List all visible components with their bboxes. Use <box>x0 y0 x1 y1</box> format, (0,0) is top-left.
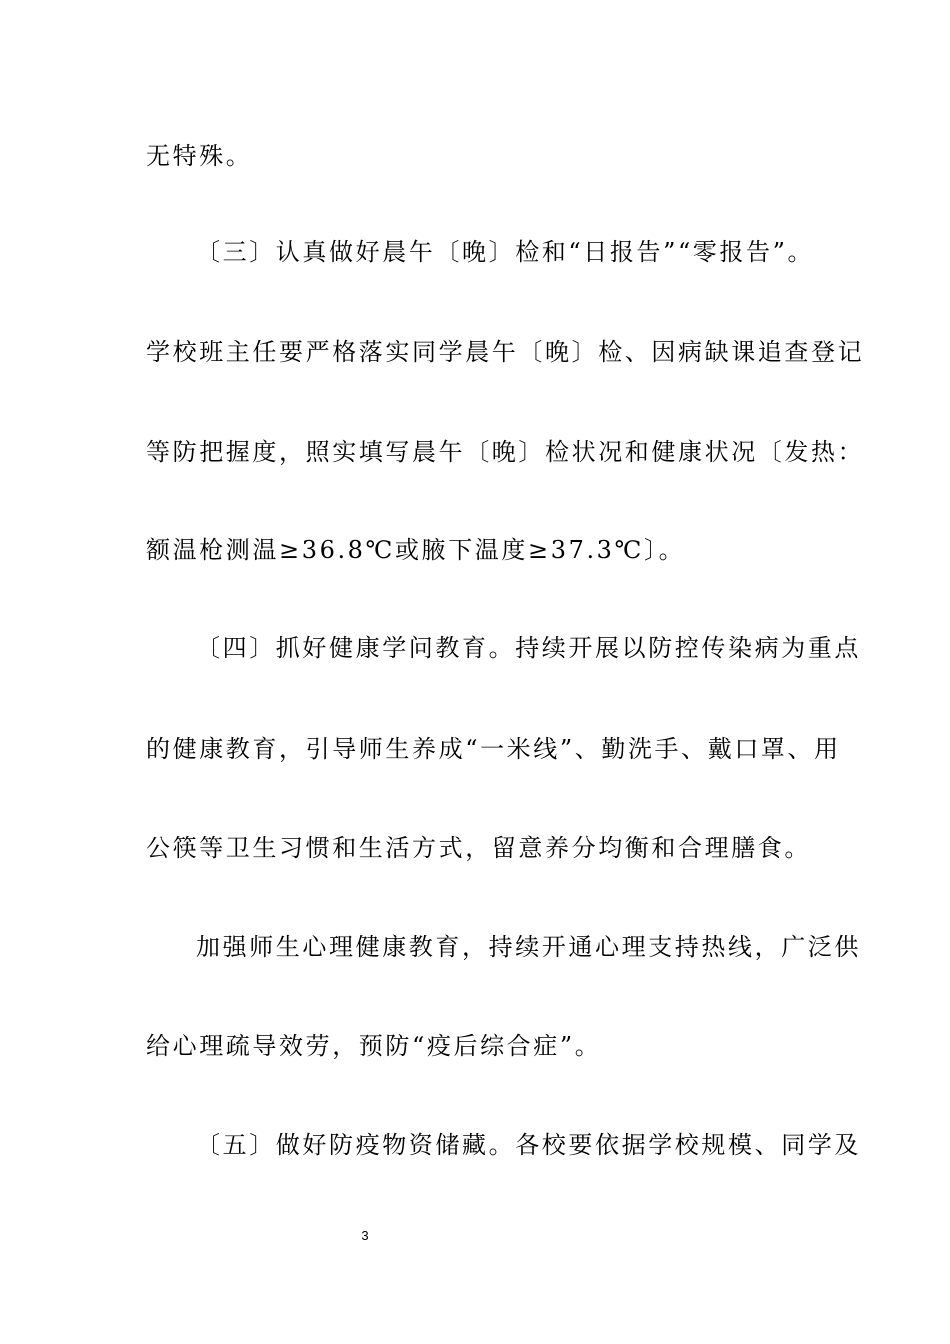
section-heading: 〔五〕做好防疫物资储藏。各校要依据学校规模、同学及 <box>196 1131 861 1159</box>
text-line: 额温枪测温≥36.8℃或腋下温度≥37.3℃〕。 <box>146 536 686 564</box>
text-line: 公筷等卫生习惯和生活方式，留意养分均衡和合理膳食。 <box>146 834 811 862</box>
text-line: 给心理疏导效劳，预防“疫后综合症”。 <box>146 1032 602 1060</box>
section-heading: 〔三〕认真做好晨午〔晚〕检和“日报告”“零报告”。 <box>196 238 815 266</box>
section-heading: 〔四〕抓好健康学问教育。持续开展以防控传染病为重点 <box>196 634 861 662</box>
text-line: 学校班主任要严格落实同学晨午〔晚〕检、因病缺课追查登记 <box>146 338 865 366</box>
page-number: 3 <box>361 1228 369 1243</box>
text-line: 无特殊。 <box>146 142 253 170</box>
paragraph-start: 加强师生心理健康教育，持续开通心理支持热线，广泛供 <box>196 933 861 961</box>
text-line: 的健康教育，引导师生养成“一米线”、勤洗手、戴口罩、用 <box>146 735 841 763</box>
text-line: 等防把握度，照实填写晨午〔晚〕检状况和健康状况〔发热： <box>146 438 865 466</box>
